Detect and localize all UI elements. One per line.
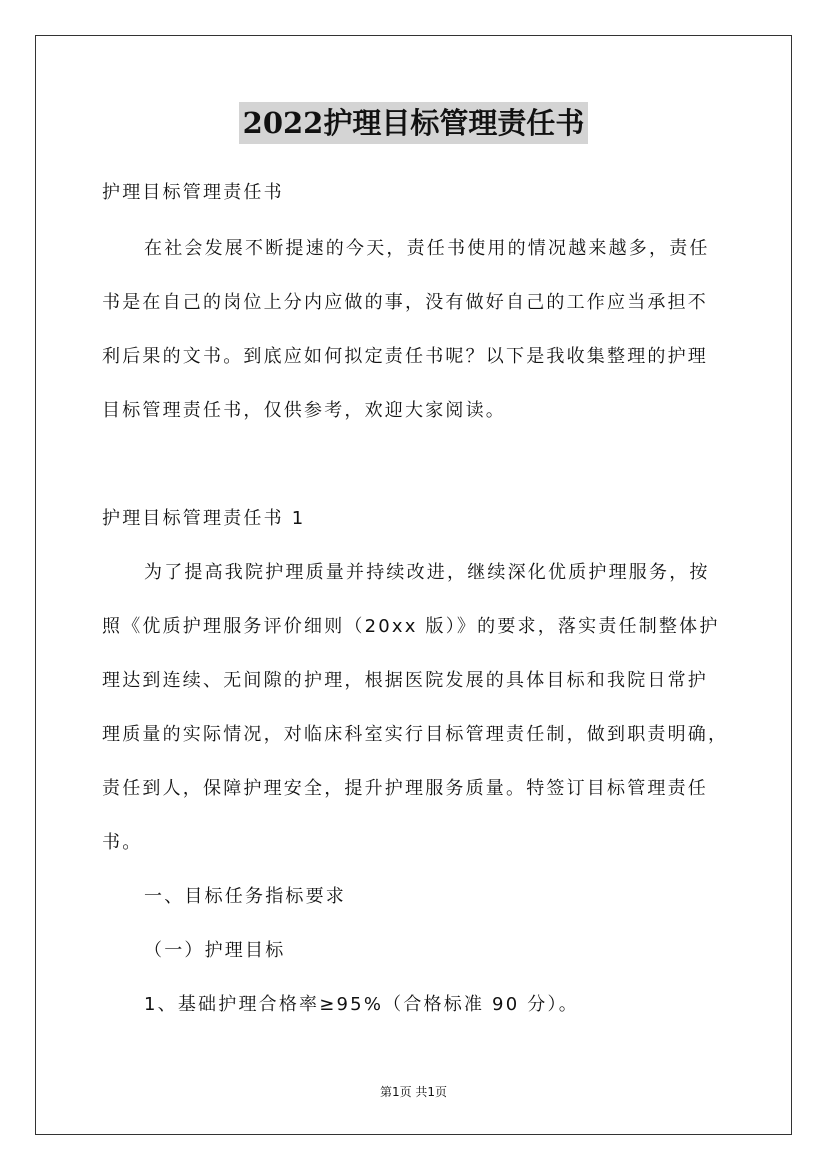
list-item-nursing-goal: （一）护理目标 bbox=[144, 940, 286, 961]
document-heading: 护理目标管理责任书 bbox=[102, 182, 284, 203]
body-line-4: 理质量的实际情况，对临床科室实行目标管理责任制，做到职责明确， bbox=[102, 724, 729, 745]
intro-line-2: 书是在自己的岗位上分内应做的事，没有做好自己的工作应当承担不 bbox=[102, 292, 708, 313]
title-container bbox=[0, 102, 827, 144]
section-heading: 护理目标管理责任书 1 bbox=[102, 508, 306, 529]
body-line-6: 书。 bbox=[102, 832, 143, 853]
body-line-5: 责任到人，保障护理安全，提升护理服务质量。特签订目标管理责任 bbox=[102, 778, 708, 799]
document-title: 2022护理目标管理责任书 bbox=[239, 102, 589, 144]
body-line-1: 为了提高我院护理质量并持续改进，继续深化优质护理服务，按 bbox=[144, 562, 710, 583]
body-line-2: 照《优质护理服务评价细则（20xx 版）》的要求，落实责任制整体护 bbox=[102, 616, 720, 637]
page-footer bbox=[0, 1084, 827, 1100]
intro-line-4: 目标管理责任书，仅供参考，欢迎大家阅读。 bbox=[102, 400, 506, 421]
intro-line-1: 在社会发展不断提速的今天，责任书使用的情况越来越多，责任 bbox=[144, 238, 710, 259]
list-item-basic-care-rate: 1、基础护理合格率≥95%（合格标准 90 分）。 bbox=[144, 994, 579, 1015]
page-number: 第1页 共1页 bbox=[379, 1085, 448, 1099]
body-line-3: 理达到连续、无间隙的护理，根据医院发展的具体目标和我院日常护 bbox=[102, 670, 708, 691]
list-item-targets: 一、目标任务指标要求 bbox=[144, 886, 346, 907]
intro-line-3: 利后果的文书。到底应如何拟定责任书呢？以下是我收集整理的护理 bbox=[102, 346, 708, 367]
